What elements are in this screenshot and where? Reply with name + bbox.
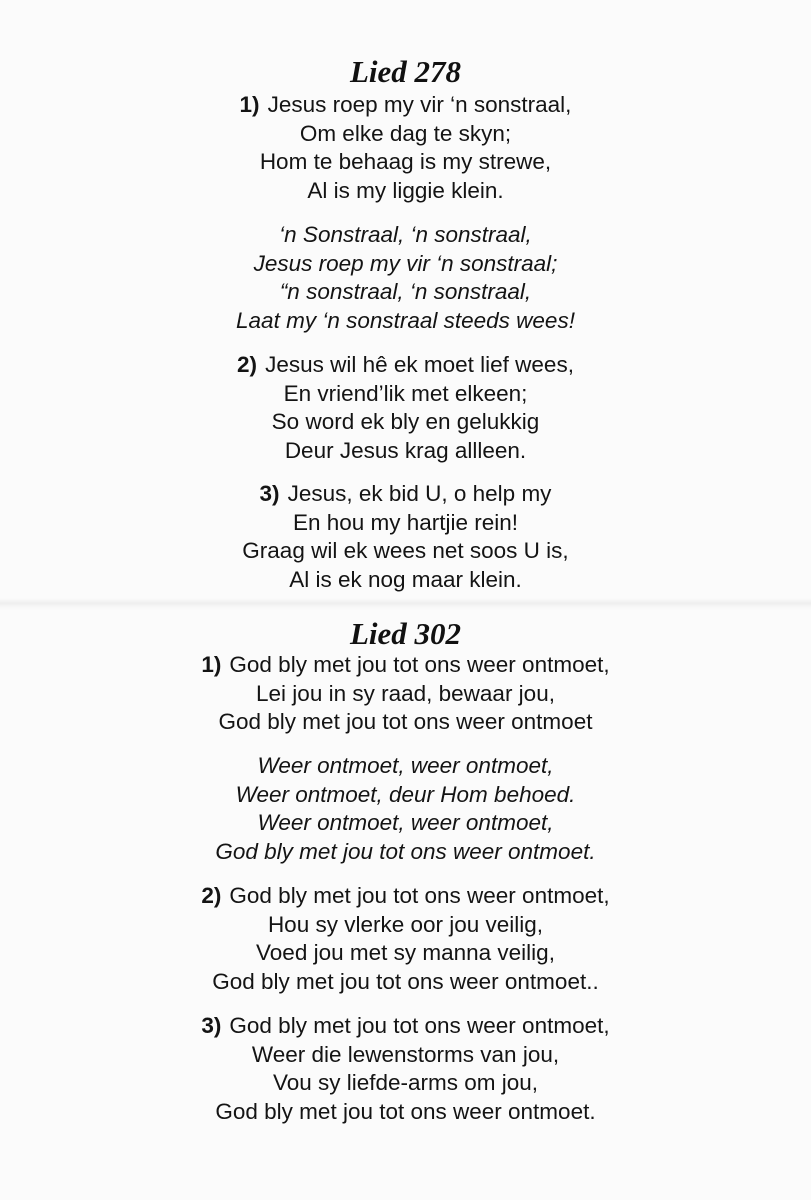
stanza-line: Hom te behaag is my strewe, (259, 149, 552, 174)
stanza-line: Graag wil ek wees net soos U is, (242, 538, 569, 563)
stanza-line: Voed jou met sy manna veilig, (256, 940, 555, 965)
stanza-line: 1) God bly met jou tot ons weer ontmoet, (201, 652, 610, 677)
chorus-line: God bly met jou tot ons weer ontmoet. (215, 838, 596, 864)
stanza-number: 2) (237, 352, 258, 377)
stanza-2 (0, 882, 811, 996)
chorus-line: Weer ontmoet, weer ontmoet, (257, 810, 554, 835)
stanza-1 (0, 91, 811, 205)
stanza-line: Lei jou in sy raad, bewaar jou, (256, 680, 555, 706)
stanza-line: Hou sy vlerke oor jou veilig, (267, 911, 544, 937)
stanza-number: 3) (201, 1013, 222, 1038)
stanza-line: 3) God bly met jou tot ons weer ontmoet, (201, 1013, 610, 1038)
hymn-title: Lied 302 (349, 616, 462, 651)
stanza-3 (0, 480, 811, 594)
stanza-line: 3) Jesus, ek bid U, o help my (259, 481, 552, 506)
chorus-line: Weer ontmoet, deur Hom behoed. (235, 781, 576, 807)
stanza-3 (0, 1012, 811, 1126)
stanza-line: 2) God bly met jou tot ons weer ontmoet, (201, 883, 610, 908)
stanza-line: Om elke dag te skyn; (299, 120, 512, 146)
stanza-number: 1) (201, 652, 222, 677)
stanza-line: 1) Jesus roep my vir ‘n sonstraal, (239, 92, 572, 117)
stanza-1 (0, 651, 811, 737)
stanza-line: Al is ek nog maar klein. (289, 566, 522, 592)
stanza-line: Al is my liggie klein. (307, 177, 504, 203)
chorus-line: Weer ontmoet, weer ontmoet, (257, 753, 554, 778)
stanza-line: God bly met jou tot ons weer ontmoet (218, 709, 593, 734)
stanza-2 (0, 351, 811, 465)
stanza-number: 2) (201, 883, 222, 908)
chorus-line: Jesus roep my vir ‘n sonstraal; (253, 250, 558, 276)
stanza-line: So word ek bly en gelukkig (271, 409, 540, 434)
chorus-line: ‘n Sonstraal, ‘n sonstraal, (279, 222, 532, 247)
chorus-line: “n sonstraal, ‘n sonstraal, (279, 279, 532, 304)
stanza-number: 1) (239, 92, 260, 117)
stanza-line: Deur Jesus krag allleen. (284, 437, 527, 463)
chorus-line: Laat my ‘n sonstraal steeds wees! (236, 307, 575, 333)
stanza-line: Weer die lewenstorms van jou, (251, 1041, 560, 1067)
chorus (0, 752, 811, 866)
stanza-line: En hou my hartjie rein! (292, 509, 519, 535)
stanza-line: En vriend’lik met elkeen; (283, 380, 528, 406)
stanza-line: God bly met jou tot ons weer ontmoet. (215, 1098, 596, 1124)
stanza-line: God bly met jou tot ons weer ontmoet.. (212, 968, 599, 994)
hymn-title: Lied 278 (349, 54, 462, 89)
stanza-line: Vou sy liefde-arms om jou, (272, 1070, 539, 1095)
paper-fold-line (0, 598, 811, 610)
stanza-number: 3) (259, 481, 280, 506)
stanza-line: 2) Jesus wil hê ek moet lief wees, (237, 352, 574, 377)
chorus (0, 221, 811, 335)
